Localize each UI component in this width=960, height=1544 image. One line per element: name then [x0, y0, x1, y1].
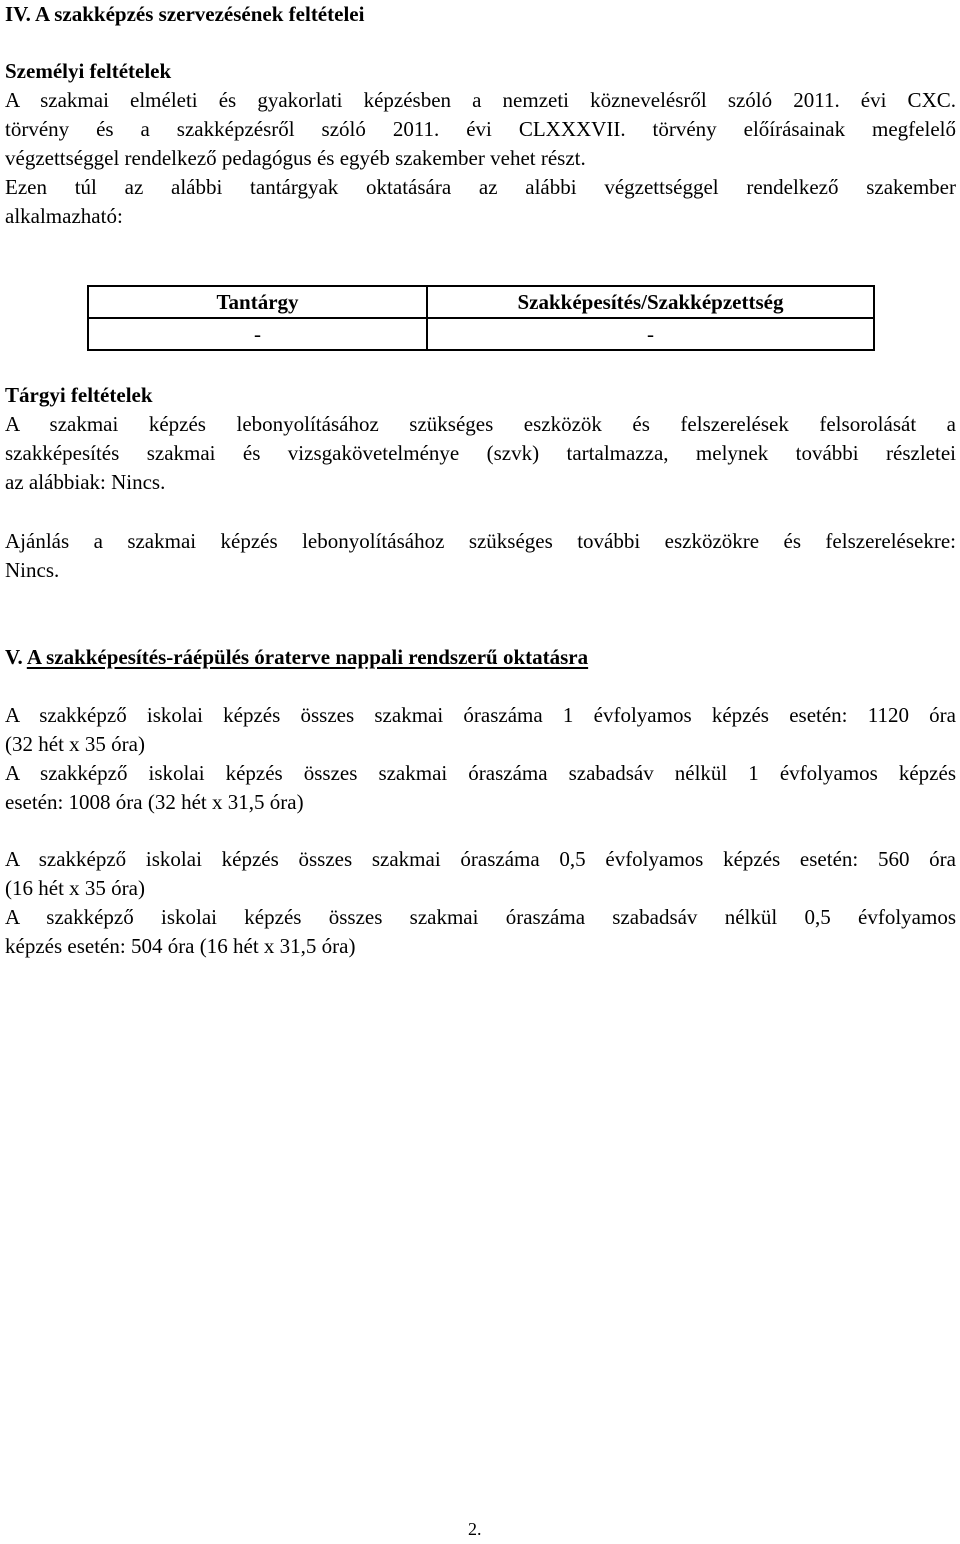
- personal-conditions-paragraph: [5, 86, 956, 231]
- paragraph-line: A szakképző iskolai képzés összes szakmai óraszáma 1 évfolyamos képzés esetén: 1120 óra: [5, 703, 956, 727]
- personal-conditions-heading: Személyi feltételek: [5, 59, 172, 83]
- paragraph-line: végzettséggel rendelkező pedagógus és egyéb szakember vehet részt.: [5, 146, 586, 170]
- section-iv-title: IV. A szakképzés szervezésének feltételei: [5, 2, 365, 26]
- section-v-title-prefix: V.: [5, 645, 27, 669]
- paragraph-line: A szakképző iskolai képzés összes szakmai óraszáma 0,5 évfolyamos képzés esetén: 560 óra: [5, 847, 956, 871]
- subject-qualification-table: [87, 285, 875, 351]
- paragraph-line: képzés esetén: 504 óra (16 hét x 31,5 óra): [5, 934, 356, 958]
- paragraph-line: A szakképző iskolai képzés összes szakmai óraszáma szabadsáv nélkül 1 évfolyamos képzés: [5, 761, 956, 785]
- paragraph-line: az alábbiak: Nincs.: [5, 470, 166, 494]
- hours-block-2: [5, 845, 956, 961]
- paragraph-line: A szakképző iskolai képzés összes szakmai óraszáma szabadsáv nélkül 0,5 évfolyamos: [5, 905, 956, 929]
- paragraph-line: Ajánlás a szakmai képzés lebonyolításához szükséges további eszközökre és felszerelésekre:: [5, 529, 956, 553]
- paragraph-line: törvény és a szakképzésről szóló 2011. évi CLXXXVII. törvény előírásainak megfelelő: [5, 117, 956, 141]
- paragraph-line: A szakmai elméleti és gyakorlati képzésben a nemzeti köznevelésről szóló 2011. évi CXC.: [5, 88, 956, 112]
- hours-block-1: [5, 701, 956, 817]
- table-cell-qualification: -: [427, 318, 874, 350]
- recommendation-paragraph: [5, 527, 956, 585]
- table-header-row: [88, 286, 874, 318]
- paragraph-line: Ezen túl az alábbi tantárgyak oktatására az alábbi végzettséggel rendelkező szakember: [5, 175, 956, 199]
- paragraph-line: Nincs.: [5, 558, 60, 582]
- paragraph-line: (16 hét x 35 óra): [5, 876, 145, 900]
- paragraph-line: szakképesítés szakmai és vizsgakövetelménye (szvk) tartalmazza, melynek további részletei: [5, 441, 956, 465]
- page-number: 2.: [468, 1519, 482, 1539]
- table-row: [88, 318, 874, 350]
- material-conditions-heading: Tárgyi feltételek: [5, 383, 153, 407]
- table-cell-subject: -: [88, 318, 427, 350]
- table-header-subject: Tantárgy: [88, 286, 427, 318]
- paragraph-line: (32 hét x 35 óra): [5, 732, 145, 756]
- paragraph-line: esetén: 1008 óra (32 hét x 31,5 óra): [5, 790, 304, 814]
- paragraph-line: A szakmai képzés lebonyolításához szükséges eszközök és felszerelések felsorolását a: [5, 412, 956, 436]
- paragraph-line: alkalmazható:: [5, 204, 123, 228]
- section-v-title: [5, 643, 588, 672]
- material-conditions-paragraph: [5, 410, 956, 497]
- section-v-title-text: A szakképesítés-ráépülés óraterve nappali rendszerű oktatásra: [26, 645, 589, 669]
- table-header-qualification: Szakképesítés/Szakképzettség: [427, 286, 874, 318]
